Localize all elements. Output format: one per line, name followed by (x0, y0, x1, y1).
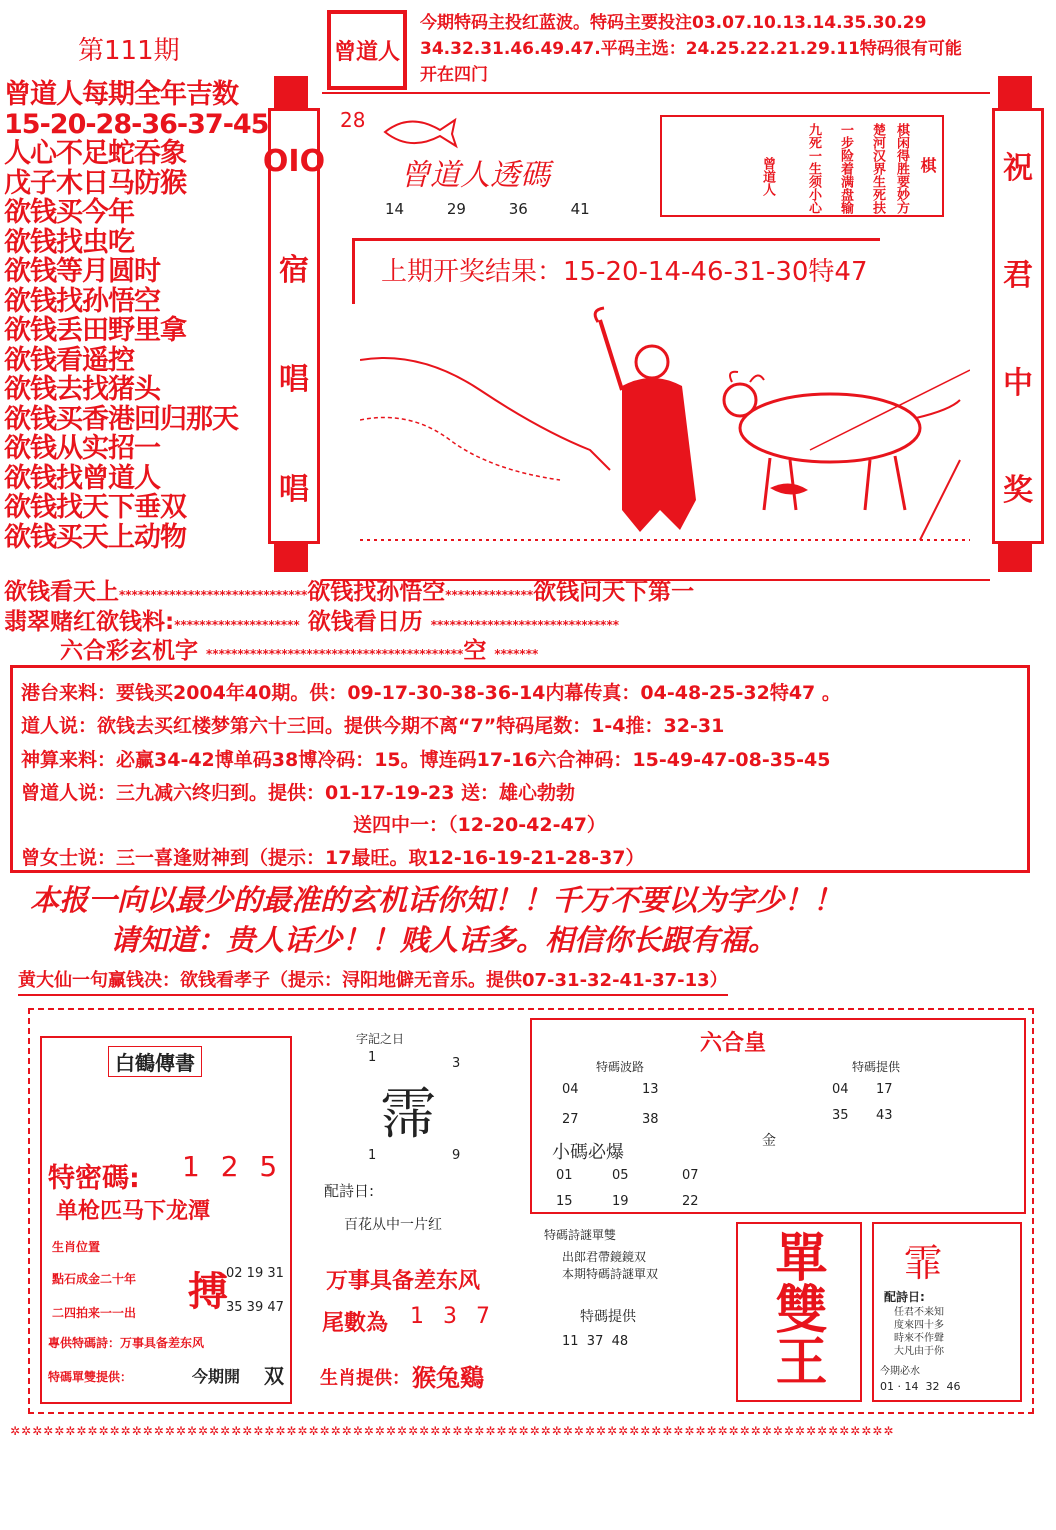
zodiac-value: 猴兔鷄 (412, 1364, 484, 1392)
list-item: 欲钱等月圆时 (4, 256, 160, 287)
scroll-left-char: 宿 (279, 252, 309, 288)
poem-label: 配詩日: (324, 1182, 375, 1200)
panel-text: 特碼單雙提供： (48, 1370, 133, 1384)
list-item: 欲钱从实招一 (4, 433, 160, 464)
panel-text: 點石成金二十年 (52, 1272, 137, 1286)
panel-head: 特碼詩謎單雙 (544, 1228, 617, 1242)
scroll-right-char: 君 (1003, 258, 1033, 294)
tip-numbers: 11 37 48 (562, 1334, 629, 1349)
list-item: 欲钱找曾道人 (4, 462, 160, 494)
top-notice (420, 10, 1050, 88)
last-draw-result: 上期开奖结果：15-20-14-46-31-30特47 (352, 238, 880, 304)
tip-text: 欲钱看天上 (4, 579, 119, 605)
tip-stars: ******************** (174, 618, 300, 632)
bo-character: 搏 (188, 1269, 228, 1315)
odd-even-king-title: 單雙王 (766, 1230, 826, 1386)
tip-label: 特碼提供 (580, 1309, 636, 1325)
list-item: 欲钱找天下垂双 (4, 492, 186, 523)
wave-number: 04 (562, 1082, 579, 1097)
small-code-number: 19 (612, 1194, 629, 1209)
liuhehuang-panel (530, 1018, 1026, 1214)
tip-text: 欲钱问天下第一 (533, 579, 695, 605)
scroll-title: 曾道人透碼 (400, 158, 550, 193)
scroll-right-panel (992, 108, 1044, 544)
info-row: 道人说：欲钱去买红楼梦第六十三回。提供今期不离“7”特码尾数：1-4推：32-31 (21, 715, 725, 737)
fish-icon (380, 112, 460, 152)
huang-daxian-tip: 黄大仙一句赢钱决：欲钱看孝子（提示：浔阳地僻无音乐。提供07-31-32-41-37-13） (18, 966, 728, 996)
scroll-numbers: 14 29 36 41 (385, 200, 590, 218)
word-panel (320, 1024, 520, 1404)
left-tips-list (4, 80, 274, 552)
info-row: 曾道人说：三九减六终归到。提供：01-17-19-23 送：雄心勃勃 (21, 782, 576, 804)
wave-number: 13 (642, 1082, 659, 1097)
gold-label: 金 (762, 1133, 776, 1149)
tip-poem-panel (872, 1222, 1022, 1402)
list-item: 欲钱买今年 (4, 197, 134, 228)
small-code-number: 07 (682, 1168, 699, 1183)
small-code-label: 小碼必爆 (552, 1142, 624, 1163)
list-item: 欲钱看遥控 (4, 344, 134, 376)
odd-even-king-panel (736, 1222, 862, 1402)
list-item: 欲钱买香港回归那天 (4, 403, 238, 435)
top-notice-line: 开在四门 (420, 65, 488, 85)
tip-stars: ****************************** (119, 588, 308, 602)
wave-label: 特碼波路 (596, 1060, 645, 1074)
info-row: 港台来料：要钱买2004年40期。供：09-17-30-38-36-14内幕传真：04-48-25-32特47 。 (21, 682, 841, 704)
poem-text: 任君不来知 度來四十多 時來不作聲 大凡由于你 (894, 1307, 944, 1357)
list-item: 人心不足蛇吞象 (4, 138, 186, 169)
scroll-right-char: 中 (1003, 365, 1033, 401)
word-character: 霈 (380, 1082, 436, 1147)
panel-text: 專供特碼詩：万事具备差东风 (48, 1336, 205, 1350)
tip-stars: ************** (445, 588, 534, 602)
list-item: 欲钱丢田野里拿 (4, 315, 186, 346)
wave-number: 27 (562, 1112, 579, 1127)
panel-numbers: 35 39 47 (226, 1300, 284, 1315)
baihe-panel (40, 1036, 292, 1404)
month-label: 今期必水 (880, 1366, 920, 1377)
small-code-number: 22 (682, 1194, 699, 1209)
scroll-left-char: OIO (262, 143, 326, 179)
wave-number: 38 (642, 1112, 659, 1127)
special-phrase: 单枪匹马下龙潭 (56, 1199, 211, 1224)
tip-numbers: 01 · 14 32 46 (880, 1380, 961, 1393)
special-code-label: 特密碼: (48, 1163, 140, 1194)
tip-number: 04 (832, 1082, 849, 1097)
poem-box (660, 115, 944, 217)
list-item: 欲钱买天上动物 (4, 521, 186, 553)
slogan-line: 本报一向以最少的最准的玄机话你知！！千万不要以为字少！！ (30, 883, 843, 917)
scroll-left-panel (262, 108, 326, 544)
scroll-left-char: 唱 (279, 472, 309, 508)
tip-text: 六合彩玄机字 (60, 638, 198, 664)
panel-number: 3 (452, 1056, 461, 1071)
special-code-value: 1 2 5 (182, 1150, 284, 1183)
info-row: 神算来料：必赢34-42博单码38博冷码：15。博连码17-16六合神码：15-49-47-08-35-45 (21, 749, 831, 771)
baihe-title: 白鶴傳書 (108, 1046, 202, 1077)
seal-logo (327, 10, 407, 90)
decorative-border: ✲✲✲✲✲✲✲✲✲✲✲✲✲✲✲✲✲✲✲✲✲✲✲✲✲✲✲✲✲✲✲✲✲✲✲✲✲✲✲✲✲✲✲✲✲✲✲✲✲✲✲✲✲✲✲✲✲✲✲✲✲✲✲✲✲✲✲✲✲✲✲✲✲✲✲✲✲✲✲✲ (10, 1424, 895, 1438)
panel-numbers: 02 19 31 (226, 1266, 284, 1281)
tip-number: 17 (876, 1082, 893, 1097)
issue-number: 第111期 (78, 36, 180, 66)
zodiac-position-label: 生肖位置 (52, 1240, 101, 1254)
tip-text: 欲钱看日历 (307, 609, 423, 635)
tail-label: 尾數為 (322, 1311, 389, 1336)
top-notice-line: 今期特码主投红蓝波。特码主要投注03.07.10.13.14.35.30.29 (420, 13, 927, 33)
left-list-title: 曾道人每期全年吉数 (4, 79, 238, 110)
poem-line: 棋闲得胜要妙方 (894, 123, 909, 214)
tip-character: 霏 (904, 1241, 943, 1285)
tail-numbers: 1 3 7 (410, 1304, 496, 1329)
poem-odd-even-panel (540, 1222, 720, 1372)
tip-text: 翡翠赌红欲钱料: (4, 609, 175, 635)
panel-text: 出郎君帶鏡鏡双 本期特碼詩謎單双 (562, 1250, 659, 1281)
list-item: 戊子木日马防猴 (4, 167, 186, 199)
scroll-roller-top-right (998, 76, 1032, 110)
scroll-corner-number: 28 (340, 108, 366, 132)
panel-text: 二四拍来一一出 (52, 1306, 137, 1320)
poem-label: 配詩日: (884, 1290, 925, 1304)
liuhehuang-title: 六合皇 (700, 1031, 767, 1056)
small-code-number: 01 (556, 1168, 573, 1183)
bottom-panel (28, 1008, 1034, 1414)
tip-number: 35 (832, 1108, 849, 1123)
tip-stars: ****************************** (430, 618, 620, 632)
panel-number: 9 (452, 1148, 461, 1163)
tip-line-3 (60, 632, 538, 665)
panel-number: 1 (368, 1148, 377, 1163)
tip-line-1 (4, 573, 694, 606)
tip-text: 空 (463, 638, 487, 664)
tip-number: 43 (876, 1108, 893, 1123)
scroll-right-char: 奖 (1003, 473, 1033, 509)
scroll-roller-top-left (274, 76, 308, 110)
scroll-left-char: 唱 (279, 362, 309, 398)
panel-text: 今期開 (192, 1367, 241, 1386)
list-item: 欲钱找孙悟空 (4, 285, 160, 317)
small-code-number: 15 (556, 1194, 573, 1209)
poem-text: 百花从中一片红 (344, 1217, 442, 1233)
info-row: 曾女士说：三一喜逢财神到（提示：17最旺。取12-16-19-21-28-37） (21, 847, 645, 869)
big-phrase: 万事具备差东风 (326, 1269, 481, 1294)
slogan-line: 请知道：贵人话少！！贱人话多。相信你长跟有福。 (110, 923, 778, 957)
zodiac-label: 生肖提供： (320, 1368, 410, 1389)
small-code-number: 05 (612, 1168, 629, 1183)
panel-head: 字記之日 (356, 1032, 405, 1046)
top-notice-line: 34.32.31.46.49.47.平码主选：24.25.22.21.29.11特码很有可能 (420, 39, 962, 59)
poem-line: 九死一生须小心 (806, 123, 821, 214)
tip-stars: ***************************************** (206, 647, 464, 661)
info-row: 送四中一：（12-20-42-47） (353, 814, 606, 836)
list-item: 欲钱去找猪头 (4, 374, 160, 405)
monk-leading-ox-illustration (360, 300, 970, 570)
seal-text: 曾道人 (333, 39, 400, 65)
poem-line: 楚河汉界生死扶 (870, 123, 885, 214)
poem-author: 曾道人 (760, 157, 775, 196)
list-item: 欲钱找虫吃 (4, 226, 134, 258)
left-list-numbers: 15-20-28-36-37-45 (4, 108, 269, 140)
tip-text: 欲钱找孙悟空 (307, 579, 446, 605)
poem-head: 棋 (918, 157, 937, 173)
tip-label: 特碼提供 (852, 1060, 901, 1074)
info-box (10, 665, 1030, 873)
tip-stars: ******* (494, 647, 539, 661)
odd-even-value: 双 (264, 1364, 284, 1388)
poem-line: 一步险着满盘输 (838, 123, 853, 214)
panel-number: 1 (368, 1050, 377, 1065)
scroll-right-char: 祝 (1003, 150, 1033, 186)
